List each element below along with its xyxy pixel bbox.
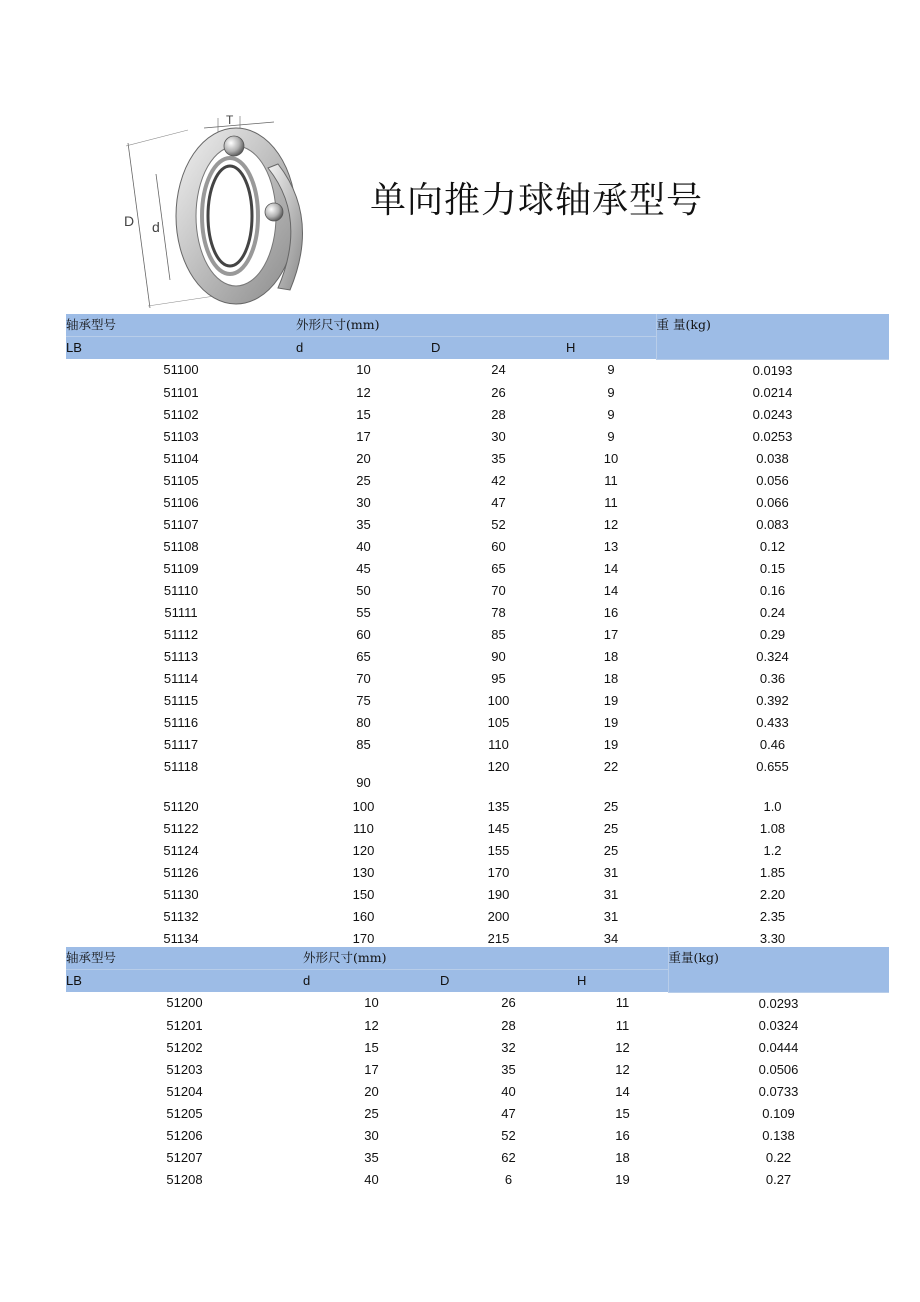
- cell-d-inner: 10: [364, 995, 379, 1011]
- cell-D-outer: 170: [487, 864, 510, 880]
- cell-D-outer: 145: [487, 820, 510, 836]
- cell-model: 51116: [163, 714, 199, 730]
- cell-D-outer: 95: [491, 670, 506, 686]
- cell-D-outer: 32: [501, 1039, 516, 1055]
- cell-D-outer: 28: [501, 1017, 516, 1033]
- cell-D-outer: 47: [501, 1105, 516, 1121]
- cell-weight: 0.066: [756, 494, 789, 510]
- table-row: [66, 1015, 889, 1037]
- cell-D-outer: 52: [501, 1127, 516, 1143]
- table-row: [66, 448, 889, 470]
- header-d-inner: d: [303, 970, 440, 993]
- table-row: [66, 558, 889, 580]
- table-row: [66, 668, 889, 690]
- bearing-table-512-series: [66, 947, 889, 1191]
- table-header-row: [66, 314, 889, 337]
- cell-d-inner: 17: [364, 1061, 379, 1077]
- cell-d-inner: 20: [364, 1083, 379, 1099]
- table-row: [66, 756, 889, 796]
- cell-d-inner: 12: [364, 1017, 379, 1033]
- cell-d-inner: 100: [352, 798, 375, 814]
- header-lb: LB: [66, 970, 303, 993]
- cell-weight: 0.433: [756, 714, 789, 730]
- cell-model: 51120: [163, 798, 199, 814]
- cell-weight: 0.29: [759, 626, 786, 642]
- header-dimensions: 外形尺寸(mm): [303, 947, 668, 970]
- cell-model: 51102: [163, 406, 199, 422]
- cell-H-height: 11: [615, 995, 630, 1011]
- cell-d-inner: 25: [364, 1105, 379, 1121]
- header-dimensions: 外形尺寸(mm): [296, 314, 656, 337]
- cell-H-height: 25: [603, 820, 619, 836]
- table-row: [66, 1125, 889, 1147]
- cell-H-height: 12: [615, 1039, 630, 1055]
- table-row: [66, 514, 889, 536]
- cell-model: 51124: [163, 842, 199, 858]
- cell-H-height: 31: [603, 908, 619, 924]
- cell-model: 51206: [166, 1127, 203, 1143]
- table-row: [66, 862, 889, 884]
- cell-d-inner: 10: [356, 362, 371, 378]
- cell-d-inner: 55: [356, 604, 371, 620]
- cell-d-inner: 80: [356, 714, 371, 730]
- cell-weight: 0.056: [756, 472, 789, 488]
- cell-model: 51132: [163, 908, 199, 924]
- cell-D-outer: 200: [487, 908, 510, 924]
- cell-H-height: 9: [607, 384, 615, 400]
- table-row: [66, 470, 889, 492]
- table-row: [66, 1147, 889, 1169]
- cell-D-outer: 40: [501, 1083, 516, 1099]
- cell-weight: 0.0506: [758, 1061, 799, 1077]
- table-row: [66, 796, 889, 818]
- cell-weight: 0.15: [759, 560, 786, 576]
- cell-D-outer: 24: [491, 362, 506, 378]
- cell-weight: 2.35: [759, 908, 786, 924]
- cell-model: 51112: [163, 626, 199, 642]
- cell-H-height: 9: [607, 406, 615, 422]
- cell-model: 51106: [163, 494, 199, 510]
- cell-model: 51130: [163, 886, 199, 902]
- cell-d-inner: 50: [356, 582, 371, 598]
- cell-weight: 0.0444: [758, 1039, 799, 1055]
- cell-model: 51207: [166, 1149, 203, 1165]
- cell-weight: 1.0: [763, 798, 782, 814]
- cell-model: 51204: [166, 1083, 203, 1099]
- cell-H-height: 19: [603, 736, 619, 752]
- cell-H-height: 16: [603, 604, 619, 620]
- cell-weight: 0.0293: [758, 995, 799, 1011]
- cell-weight: 1.2: [763, 842, 782, 858]
- cell-H-height: 31: [603, 886, 619, 902]
- cell-d-inner: 12: [356, 384, 371, 400]
- header-D-outer: D: [431, 337, 566, 360]
- cell-H-height: 10: [603, 450, 619, 466]
- header-weight: 重量(kg): [668, 947, 889, 992]
- cell-D-outer: 30: [491, 428, 506, 444]
- diagram-label-D: D: [124, 213, 135, 229]
- cell-d-inner: 35: [356, 516, 371, 532]
- table-row: [66, 712, 889, 734]
- cell-D-outer: 28: [491, 406, 506, 422]
- cell-D-outer: 35: [501, 1061, 516, 1077]
- table-row: [66, 818, 889, 840]
- cell-weight: 3.30: [759, 930, 786, 946]
- cell-d-inner: 70: [356, 670, 371, 686]
- table-row: [66, 646, 889, 668]
- cell-H-height: 15: [615, 1105, 630, 1121]
- cell-D-outer: 62: [501, 1149, 516, 1165]
- cell-d-inner: 40: [356, 538, 371, 554]
- table-row: [66, 536, 889, 558]
- cell-model: 51101: [163, 384, 199, 400]
- cell-model: 51108: [163, 538, 199, 554]
- cell-model: 51111: [164, 604, 198, 620]
- cell-D-outer: 26: [501, 995, 516, 1011]
- cell-weight: 0.392: [756, 692, 789, 708]
- table-row: [66, 734, 889, 756]
- cell-D-outer: 190: [487, 886, 510, 902]
- cell-model: 51117: [163, 736, 199, 752]
- diagram-label-T: T: [226, 113, 234, 127]
- cell-model: 51200: [166, 995, 203, 1011]
- cell-D-outer: 65: [491, 560, 506, 576]
- table-row: [66, 1081, 889, 1103]
- table-row: [66, 992, 889, 1015]
- cell-d-inner: 30: [356, 494, 371, 510]
- table-body: [66, 992, 889, 1191]
- table-row: [66, 580, 889, 602]
- cell-weight: 0.12: [759, 538, 786, 554]
- cell-d-inner: 40: [364, 1171, 379, 1187]
- cell-H-height: 16: [615, 1127, 630, 1143]
- table-row: [66, 1037, 889, 1059]
- diagram-label-d: d: [152, 219, 160, 235]
- cell-d-inner: 25: [356, 472, 371, 488]
- cell-D-outer: 135: [487, 798, 510, 814]
- cell-D-outer: 85: [491, 626, 506, 642]
- cell-weight: 0.22: [765, 1149, 792, 1165]
- cell-D-outer: 155: [487, 842, 510, 858]
- cell-model: 51205: [166, 1105, 203, 1121]
- table-row: [66, 884, 889, 906]
- cell-d-inner: 30: [364, 1127, 379, 1143]
- table-row: [66, 602, 889, 624]
- cell-d-inner: 75: [356, 692, 371, 708]
- cell-d-inner: 45: [356, 560, 371, 576]
- cell-H-height: 14: [603, 582, 619, 598]
- header-model: 轴承型号: [66, 947, 303, 970]
- table-row: [66, 1103, 889, 1125]
- cell-H-height: 18: [615, 1149, 630, 1165]
- cell-weight: 0.0253: [752, 428, 793, 444]
- header-d-inner: d: [296, 337, 431, 360]
- cell-D-outer: 60: [491, 538, 506, 554]
- cell-H-height: 17: [603, 626, 619, 642]
- cell-H-height: 19: [603, 714, 619, 730]
- cell-D-outer: 70: [491, 582, 506, 598]
- cell-model: 51114: [163, 670, 199, 686]
- cell-d-inner: 110: [353, 820, 374, 836]
- table-row: [66, 492, 889, 514]
- cell-weight: 0.16: [759, 582, 786, 598]
- header-D-outer: D: [440, 970, 577, 993]
- cell-d-inner: 15: [364, 1039, 379, 1055]
- table-row: [66, 840, 889, 862]
- cell-H-height: 12: [603, 516, 619, 532]
- cell-H-height: 18: [603, 670, 619, 686]
- cell-H-height: 12: [615, 1061, 630, 1077]
- cell-H-height: 34: [603, 930, 619, 946]
- cell-weight: 0.655: [756, 758, 789, 774]
- cell-d-inner: 90: [356, 774, 371, 790]
- cell-H-height: 19: [603, 692, 619, 708]
- cell-weight: 0.27: [765, 1171, 792, 1187]
- cell-H-height: 25: [603, 842, 619, 858]
- cell-D-outer: 52: [491, 516, 506, 532]
- table-body: [66, 359, 889, 950]
- table-header-row: [66, 947, 889, 970]
- cell-d-inner: 85: [356, 736, 371, 752]
- cell-model: 51208: [166, 1171, 203, 1187]
- cell-weight: 0.0193: [752, 362, 793, 378]
- cell-model: 51100: [163, 362, 199, 378]
- thrust-bearing-diagram: [118, 108, 318, 318]
- cell-H-height: 11: [604, 472, 618, 488]
- cell-model: 51202: [166, 1039, 203, 1055]
- cell-model: 51103: [163, 428, 199, 444]
- page-title: 单向推力球轴承型号: [370, 180, 704, 221]
- cell-D-outer: 35: [491, 450, 506, 466]
- cell-d-inner: 120: [352, 842, 375, 858]
- cell-D-outer: 215: [487, 930, 510, 946]
- header-weight: 重 量(kg): [656, 314, 889, 359]
- cell-model: 51105: [163, 472, 199, 488]
- cell-weight: 2.20: [759, 886, 786, 902]
- table-row: [66, 690, 889, 712]
- cell-d-inner: 60: [356, 626, 371, 642]
- header-lb: LB: [66, 337, 296, 360]
- cell-d-inner: 160: [352, 908, 375, 924]
- table-row: [66, 382, 889, 404]
- cell-model: 51115: [163, 692, 199, 708]
- cell-weight: 0.0324: [758, 1017, 799, 1033]
- cell-D-outer: 78: [491, 604, 506, 620]
- cell-weight: 0.0733: [758, 1083, 799, 1099]
- header-model: 轴承型号: [66, 314, 296, 337]
- cell-d-inner: 150: [352, 886, 375, 902]
- cell-D-outer: 120: [487, 758, 510, 774]
- cell-H-height: 31: [603, 864, 619, 880]
- cell-weight: 0.24: [759, 604, 786, 620]
- cell-D-outer: 90: [491, 648, 506, 664]
- cell-H-height: 9: [607, 362, 615, 378]
- cell-d-inner: 35: [364, 1149, 379, 1165]
- cell-D-outer: 100: [487, 692, 510, 708]
- table-row: [66, 1059, 889, 1081]
- cell-model: 51203: [166, 1061, 203, 1077]
- cell-H-height: 14: [615, 1083, 630, 1099]
- cell-d-inner: 170: [352, 930, 375, 946]
- header-H-height: H: [566, 337, 656, 360]
- cell-H-height: 25: [603, 798, 619, 814]
- bearing-table-511-series: [66, 314, 889, 950]
- cell-model: 51126: [163, 864, 199, 880]
- cell-H-height: 13: [603, 538, 619, 554]
- cell-H-height: 9: [607, 428, 615, 444]
- cell-weight: 0.46: [759, 736, 786, 752]
- table-row: [66, 404, 889, 426]
- cell-model: 51107: [163, 516, 199, 532]
- cell-model: 51109: [163, 560, 199, 576]
- cell-model: 51134: [163, 930, 199, 946]
- cell-weight: 0.0214: [752, 384, 793, 400]
- cell-D-outer: 105: [487, 714, 510, 730]
- cell-H-height: 18: [603, 648, 619, 664]
- cell-D-outer: 26: [491, 384, 506, 400]
- cell-H-height: 14: [603, 560, 619, 576]
- cell-weight: 0.138: [762, 1127, 795, 1143]
- cell-model: 51110: [163, 582, 199, 598]
- cell-weight: 1.08: [759, 820, 786, 836]
- cell-weight: 0.109: [762, 1105, 795, 1121]
- cell-weight: 0.36: [759, 670, 786, 686]
- cell-d-inner: 65: [356, 648, 371, 664]
- table-row: [66, 1169, 889, 1191]
- cell-model: 51104: [163, 450, 199, 466]
- cell-D-outer: 110: [488, 736, 509, 752]
- table-row: [66, 426, 889, 448]
- cell-model: 51122: [163, 820, 199, 836]
- cell-weight: 0.0243: [752, 406, 793, 422]
- header-H-height: H: [577, 970, 668, 993]
- cell-H-height: 11: [615, 1017, 630, 1033]
- cell-weight: 0.324: [756, 648, 789, 664]
- cell-H-height: 22: [603, 758, 619, 774]
- cell-H-height: 11: [604, 494, 618, 510]
- cell-model: 51113: [163, 648, 199, 664]
- table-row: [66, 906, 889, 928]
- cell-model: 51201: [166, 1017, 203, 1033]
- cell-D-outer: 42: [491, 472, 506, 488]
- cell-D-outer: 47: [491, 494, 506, 510]
- cell-d-inner: 17: [356, 428, 371, 444]
- table-row: [66, 359, 889, 382]
- cell-model: 51118: [163, 758, 199, 774]
- cell-weight: 1.85: [759, 864, 786, 880]
- cell-weight: 0.083: [756, 516, 789, 532]
- cell-d-inner: 15: [356, 406, 371, 422]
- cell-D-outer: 6: [504, 1171, 513, 1187]
- cell-H-height: 19: [615, 1171, 630, 1187]
- cell-weight: 0.038: [756, 450, 789, 466]
- cell-d-inner: 130: [352, 864, 375, 880]
- cell-d-inner: 20: [356, 450, 371, 466]
- table-row: [66, 624, 889, 646]
